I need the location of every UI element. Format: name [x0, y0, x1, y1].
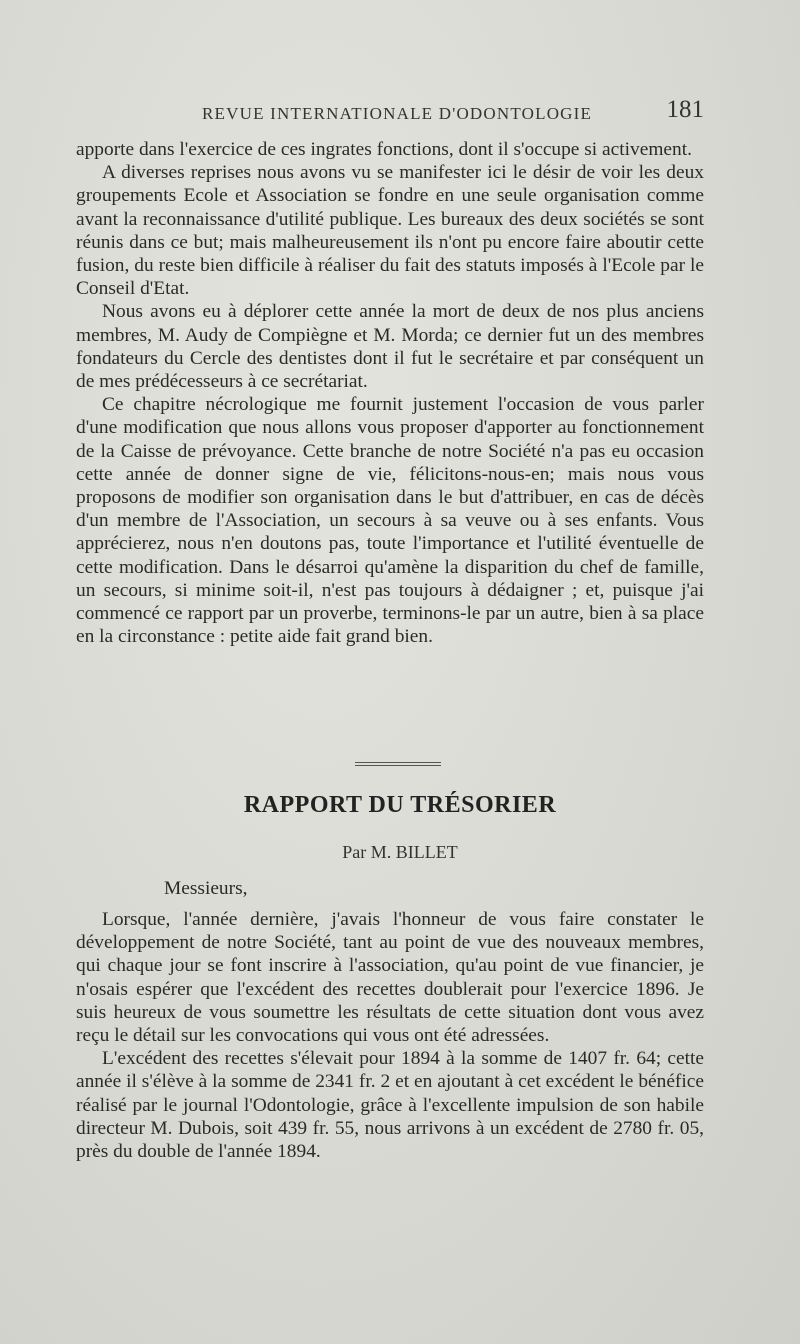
paragraph: apporte dans l'exercice de ces ingrates fonctions, dont il s'occupe si activement. [76, 139, 692, 160]
body-text [76, 138, 704, 648]
salutation: Messieurs, [164, 878, 248, 899]
paragraph: Lorsque, l'année dernière, j'avais l'honneur de vous faire constater le développement de notre Société, tant au point de vue des nouveaux membres, qui chaque jour se font inscrire à l'association, qu'au point de vue financier, je n'osais espérer que l'excédent des recettes doublerait pour l'exercice 1896. Je suis heureux de vous soumettre les résultats de cette situation dont vous avez reçu le détail sur les convocations qui vous ont été adressées. [76, 909, 704, 1047]
report-text [76, 908, 704, 1163]
page-header [76, 96, 704, 132]
paragraph: Nous avons eu à déplorer cette année la mort de deux de nos plus anciens membres, M. Audy de Compiègne et M. Morda; ce dernier fut un des membres fondateurs du Cercle des dentistes dont il fut le secrétaire et par conséquent un de mes prédécesseurs à ce secrétariat. [76, 301, 704, 393]
section-title: RAPPORT DU TRÉSORIER [243, 792, 557, 818]
paragraph: L'excédent des recettes s'élevait pour 1894 à la somme de 1407 fr. 64; cette année il s'élève à la somme de 2341 fr. 2 et en ajoutant à cet excédent le bénéfice réalisé par le journal l'Odontologie, grâce à l'excellente impulsion de son habile directeur M. Dubois, soit 439 fr. 55, nous arrivons à un excédent de 2780 fr. 05, près du double de l'année 1894. [76, 1048, 704, 1163]
page-number: 181 [666, 96, 704, 123]
section-divider [355, 762, 441, 766]
paragraph: A diverses reprises nous avons vu se manifester ici le désir de voir les deux groupements Ecole et Association se fondre en une seule organisation comme avant la reconnaissance d'utilité publique. Les bureaux des deux sociétés se sont réunis dans ce but; mais malheureusement ils n'ont pu encore faire aboutir cette fusion, du reste bien difficile à réaliser du fait des statuts imposés à l'Ecole par le Conseil d'Etat. [76, 162, 704, 300]
byline: Par M. BILLET [342, 842, 458, 862]
running-head: REVUE INTERNATIONALE D'ODONTOLOGIE [202, 104, 593, 123]
paragraph: Ce chapitre nécrologique me fournit justement l'occasion de vous parler d'une modification que nous allons vous proposer d'apporter au fonctionnement de la Caisse de prévoyance. Cette branche de notre Société n'a pas eu occasion cette année de donner signe de vie, félicitons-nous-en; mais nous vous proposons de modifier son organisation dans le but d'attribuer, en cas de décès d'un membre de l'Association, un secours à sa veuve ou à ses enfants. Vous apprécierez, nous n'en doutons pas, toute l'importance et l'utilité éventuelle de cette modification. Dans le désarroi qu'amène la disparition du chef de famille, un secours, si minime soit-il, n'est pas toujours à dédaigner ; et, puisque j'ai commencé ce rapport par un proverbe, terminons-le par un autre, bien à sa place en la circonstance : petite aide fait grand bien. [76, 394, 704, 648]
